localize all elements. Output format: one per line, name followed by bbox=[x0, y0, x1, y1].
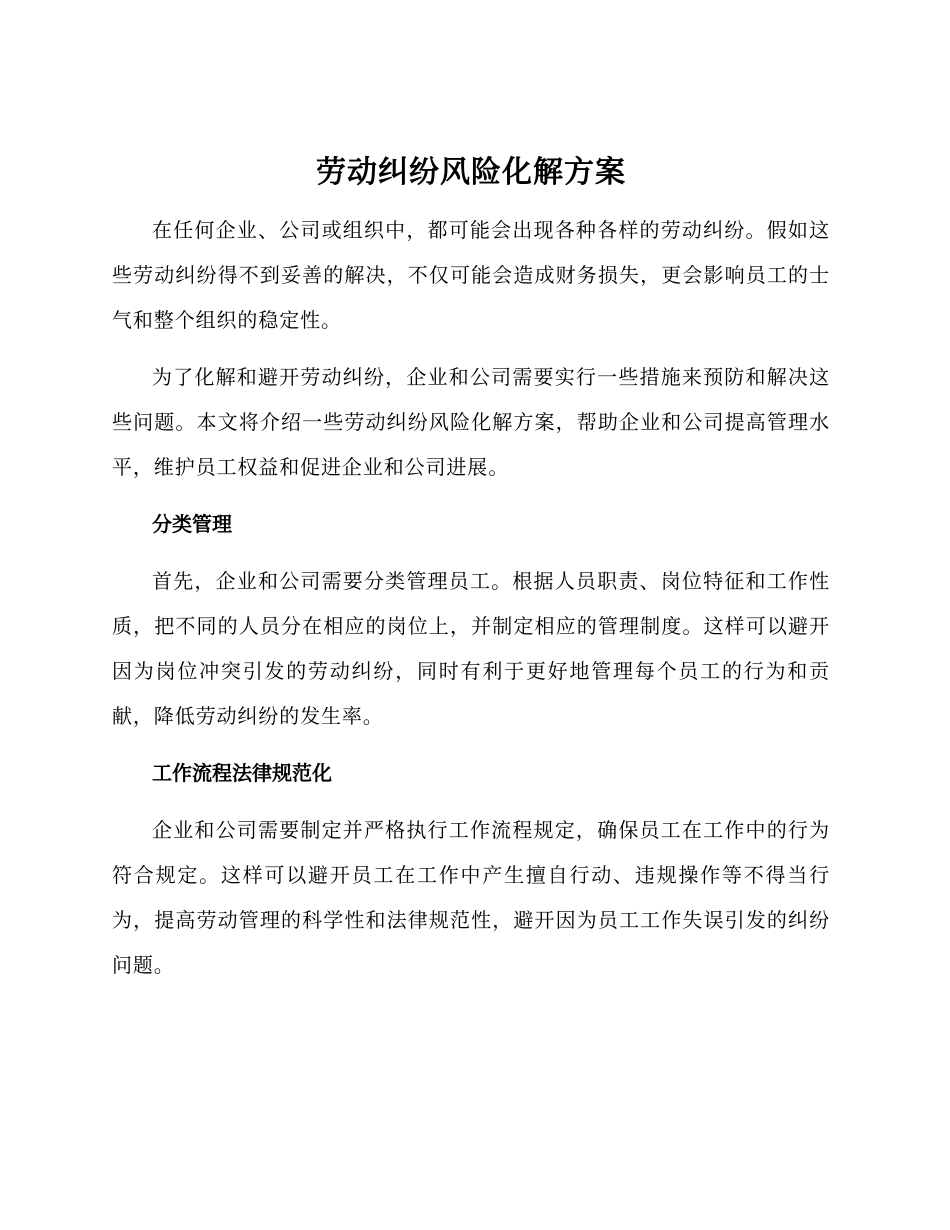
intro-paragraph-2: 为了化解和避开劳动纠纷，企业和公司需要实行一些措施来预防和解决这些问题。本文将介绍一些劳动纠纷风险化解方案，帮助企业和公司提高管理水平，维护员工权益和促进企业和公司进展。 bbox=[112, 365, 830, 479]
document-title: 劳动纠纷风险化解方案 bbox=[316, 155, 626, 190]
section-heading-workflow: 工作流程法律规范化 bbox=[152, 761, 332, 785]
section-body-workflow: 企业和公司需要制定并严格执行工作流程规定，确保员工在工作中的行为符合规定。这样可以避开员工在工作中产生擅自行动、违规操作等不得当行为，提高劳动管理的科学性和法律规范性，避开因为员工工作失误引发的纠纷问题。 bbox=[112, 818, 830, 977]
document-body bbox=[112, 150, 830, 1000]
section-body-classification: 首先，企业和公司需要分类管理员工。根据人员职责、岗位特征和工作性质，把不同的人员分在相应的岗位上，并制定相应的管理制度。这样可以避开因为岗位冲突引发的劳动纠纷，同时有利于更好地管理每个员工的行为和贡献，降低劳动纠纷的发生率。 bbox=[112, 569, 830, 728]
section-heading-classification: 分类管理 bbox=[152, 512, 232, 536]
intro-paragraph-1: 在任何企业、公司或组织中，都可能会出现各种各样的劳动纠纷。假如这些劳动纠纷得不到妥善的解决，不仅可能会造成财务损失，更会影响员工的士气和整个组织的稳定性。 bbox=[112, 218, 830, 332]
